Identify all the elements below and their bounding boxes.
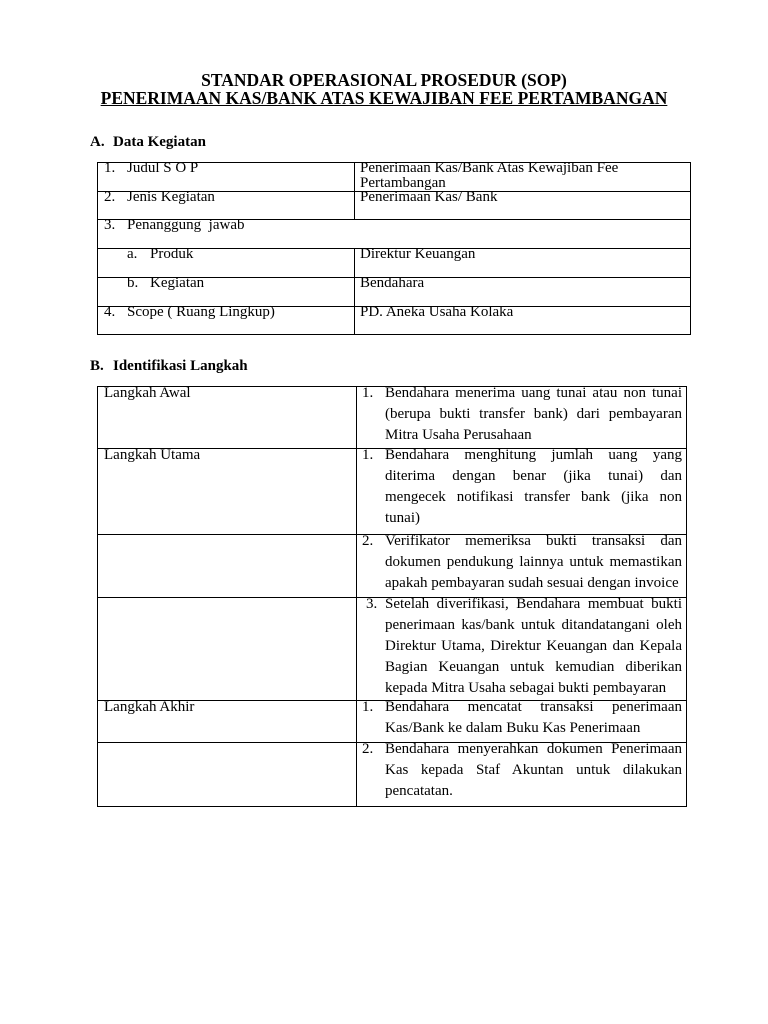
step-cell (356, 535, 686, 597)
step-text-line: Bendahara mencatat transaksi penerimaan (385, 699, 682, 715)
section-a-heading (90, 135, 206, 150)
cell-content (127, 247, 354, 262)
row-label: Kegiatan (150, 275, 205, 291)
row-label: Produk (150, 246, 194, 262)
cell-content (104, 161, 354, 176)
step-text-line: Kas kepada Staf Akuntan untuk dilakukan (385, 762, 682, 778)
row-number: 4. (104, 304, 116, 320)
step-text-line: Direktur Utama, Direktur Keuangan dan Kepala (385, 638, 682, 654)
stage-cell (98, 598, 356, 700)
row-value: Direktur Keuangan (360, 246, 476, 262)
step-row (97, 534, 687, 597)
stage-label: Langkah Utama (104, 447, 201, 463)
row-value-cell (354, 189, 690, 219)
step-cell (356, 701, 686, 742)
step-text-line: kepada Mitra Usaha sebagai bukti pembayaran (385, 680, 667, 696)
stage-label: Langkah Akhir (104, 699, 195, 715)
title-line-2: PENERIMAAN KAS/BANK ATAS KEWAJIBAN FEE PERTAMBANGAN (100, 88, 668, 108)
row-label: Jenis Kegiatan (127, 189, 215, 205)
row-value: Penerimaan Kas/ Bank (360, 189, 498, 205)
table-row (97, 162, 691, 191)
row-value: Bendahara (360, 275, 425, 291)
section-marker: B. (90, 358, 104, 374)
row-value-cell (354, 275, 690, 306)
step-text-line: apakah pembayaran sudah sesuai dengan invoice (385, 575, 679, 591)
step-item (362, 739, 682, 802)
row-label: Judul S O P (127, 160, 199, 176)
step-text-line: Bendahara menghitung jumlah uang yang (385, 447, 682, 463)
step-cell (356, 449, 686, 534)
step-text (385, 594, 682, 699)
step-text (385, 531, 682, 594)
step-item (362, 383, 682, 446)
step-text-line: tunai) (385, 510, 420, 526)
row-value: Penerimaan Kas/Bank Atas Kewajiban Fee Pertambangan (360, 160, 619, 191)
step-row (97, 448, 687, 534)
section-b-heading (90, 359, 248, 374)
stage-cell (98, 701, 356, 742)
step-number: 1. (362, 699, 374, 715)
step-text-line: (berupa bukti transfer bank) dari pembayaran (385, 406, 682, 422)
step-number: 1. (362, 385, 374, 401)
table-row (97, 248, 691, 277)
step-text-line: Bendahara menyerahkan dokumen Penerimaan (385, 741, 682, 757)
step-text-line: dokumen pendukung lainnya untuk memastikan (385, 554, 682, 570)
row-label-cell (98, 189, 354, 219)
step-text (385, 383, 682, 446)
step-number: 2. (362, 741, 374, 757)
section-title: Data Kegiatan (113, 134, 206, 150)
step-number: 2. (362, 533, 374, 549)
step-row (97, 386, 687, 448)
row-value: PD. Aneka Usaha Kolaka (360, 304, 514, 320)
section-marker: A. (90, 134, 105, 150)
stage-label: Langkah Awal (104, 385, 191, 401)
row-number: b. (127, 275, 139, 291)
step-text (385, 739, 682, 802)
row-label: Scope ( Ruang Lingkup) (127, 304, 275, 320)
document-title (0, 71, 768, 107)
stage-cell (98, 535, 356, 597)
step-text-line: Bagian Keuangan untuk kemudian diberikan (385, 659, 682, 675)
cell-content (104, 218, 690, 233)
step-cell (356, 598, 686, 700)
row-number: 3. (104, 217, 116, 233)
step-text-line: Verifikator memeriksa bukti transaksi dan (385, 533, 682, 549)
step-number: 1. (362, 447, 374, 463)
step-text (385, 445, 682, 529)
row-value-cell (354, 160, 690, 191)
step-item (362, 697, 682, 739)
step-cell (356, 743, 686, 806)
row-number: a. (127, 246, 138, 262)
row-label-cell (98, 217, 690, 248)
row-value-cell (354, 246, 690, 277)
table-row (97, 306, 691, 335)
stage-cell (98, 387, 356, 448)
section-title: Identifikasi Langkah (113, 358, 248, 374)
identifikasi-langkah-table (97, 386, 687, 807)
step-item (362, 445, 682, 529)
table-row (97, 277, 691, 306)
step-text-line: Bendahara menerima uang tunai atau non tunai (385, 385, 682, 401)
step-text-line: diterima dengan benar (jika tunai) dan (385, 468, 682, 484)
step-text-line: Setelah diverifikasi, Bendahara membuat bukti (385, 596, 682, 612)
step-text-line: Mitra Usaha Perusahaan (385, 427, 532, 443)
stage-cell (98, 743, 356, 806)
step-text-line: penerimaan kas/bank untuk ditandatangani oleh (385, 617, 682, 633)
row-number: 1. (104, 160, 116, 176)
data-kegiatan-table (97, 162, 691, 335)
step-text-line: Kas/Bank ke dalam Buku Kas Penerimaan (385, 720, 641, 736)
row-label: Penanggung jawab (127, 217, 245, 233)
step-row (97, 597, 687, 700)
cell-content (104, 190, 354, 205)
row-value-cell (354, 304, 690, 334)
row-label-cell (98, 246, 354, 277)
row-number: 2. (104, 189, 116, 205)
cell-content (127, 276, 354, 291)
step-item (362, 531, 682, 594)
stage-cell (98, 449, 356, 534)
step-item (362, 594, 682, 699)
table-row (97, 191, 691, 219)
row-label-cell (98, 304, 354, 334)
step-text (385, 697, 682, 739)
table-row (97, 219, 691, 248)
step-cell (356, 387, 686, 448)
cell-content (104, 305, 354, 320)
step-text-line: mengecek notifikasi transfer bank (jika non (385, 489, 682, 505)
step-text-line: pencatatan. (385, 783, 453, 799)
title-line-1: STANDAR OPERASIONAL PROSEDUR (SOP) (201, 70, 567, 90)
row-label-cell (98, 160, 354, 191)
step-row (97, 742, 687, 807)
step-row (97, 700, 687, 742)
row-label-cell (98, 275, 354, 306)
step-number: 3. (366, 596, 378, 612)
